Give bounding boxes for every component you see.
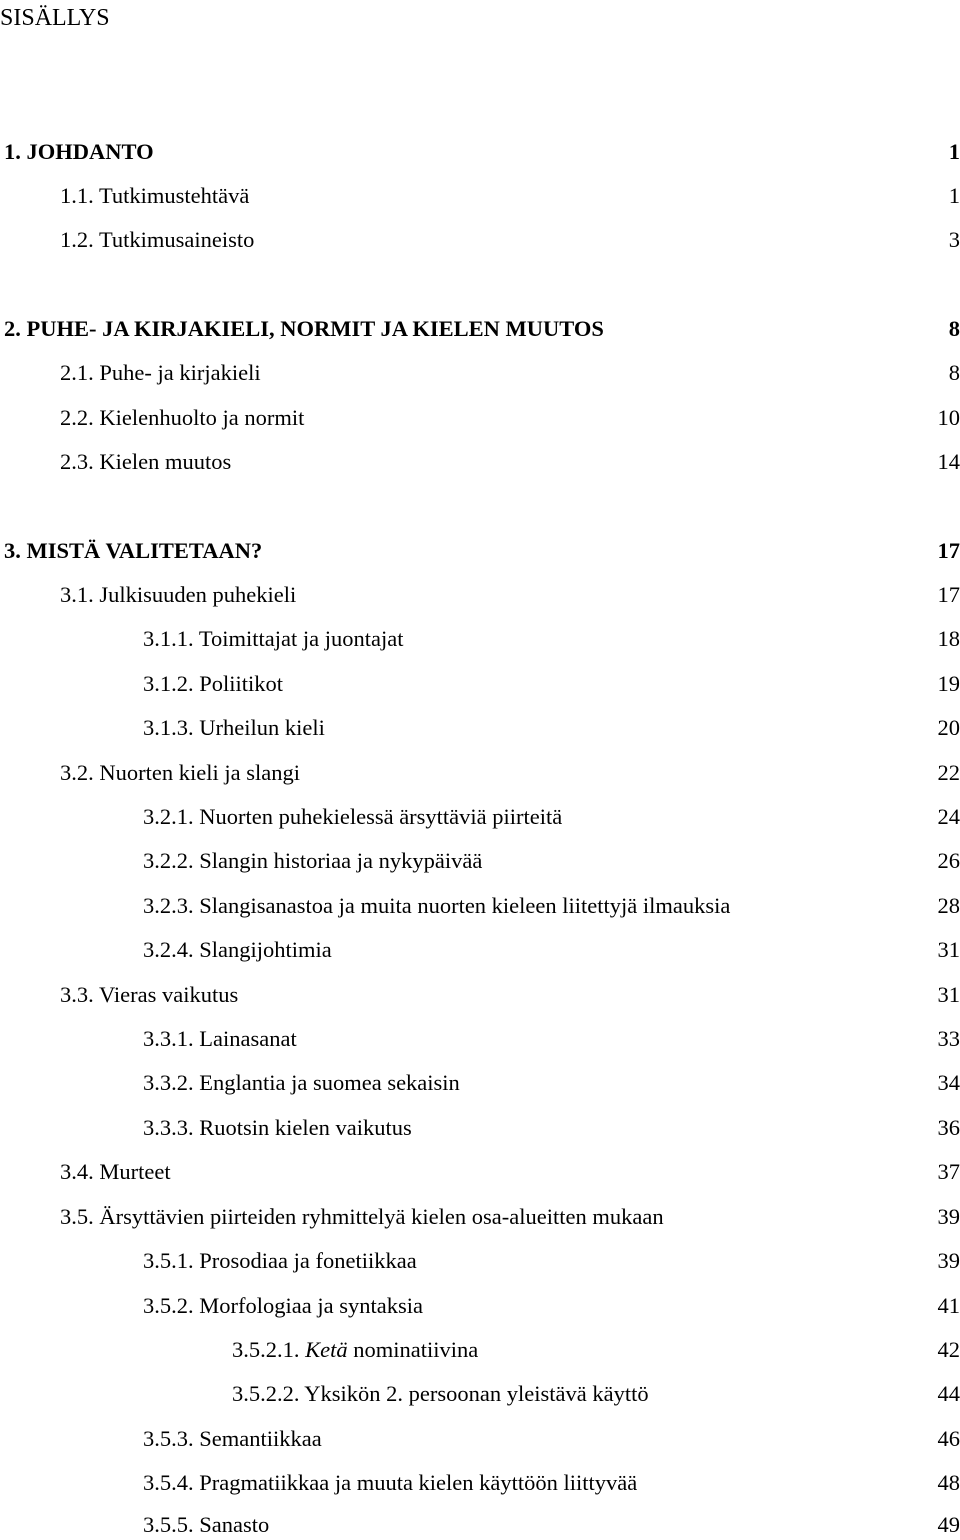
toc-entry-page: 19: [938, 669, 960, 699]
toc-entry-label: 3.2.1. Nuorten puhekielessä ärsyttäviä piirteitä: [143, 802, 562, 832]
toc-entry-page: 42: [938, 1335, 960, 1365]
toc-entry-label: 3.2.2. Slangin historiaa ja nykypäivää: [143, 846, 482, 876]
toc-entry-page: 1: [949, 137, 960, 167]
toc-entry-subsection[interactable]: [0, 713, 960, 743]
toc-entry-subsection[interactable]: [0, 1113, 960, 1143]
toc-entry-page: 33: [938, 1024, 960, 1054]
toc-entry-label: 3.3.1. Lainasanat: [143, 1024, 297, 1054]
toc-entry-label: 3.5. Ärsyttävien piirteiden ryhmittelyä kielen osa-alueitten mukaan: [60, 1202, 664, 1232]
toc-entry-label: 3.5.4. Pragmatiikkaa ja muuta kielen käyttöön liittyvää: [143, 1468, 637, 1498]
toc-entry-label: 3.5.2.2. Yksikön 2. persoonan yleistävä käyttö: [232, 1379, 649, 1409]
toc-entry-page: 31: [938, 935, 960, 965]
toc-entry-page: 1: [949, 181, 960, 211]
page-title: SISÄLLYS: [0, 4, 110, 32]
toc-entry-chapter[interactable]: [0, 137, 960, 167]
toc-entry-page: 14: [938, 447, 960, 477]
toc-entry-page: 46: [938, 1424, 960, 1454]
toc-entry-label: 1. JOHDANTO: [4, 137, 154, 167]
toc-entry-label: 3.2.4. Slangijohtimia: [143, 935, 332, 965]
toc-entry-label: 3.1.3. Urheilun kieli: [143, 713, 325, 743]
toc-entry-label-emphasis: Ketä: [305, 1337, 348, 1362]
toc-entry-section[interactable]: [0, 225, 960, 255]
toc-entry-label: 3.5.3. Semantiikkaa: [143, 1424, 322, 1454]
toc-entry-section[interactable]: [0, 1202, 960, 1232]
toc-entry-subsection[interactable]: [0, 1424, 960, 1454]
toc-entry-subsection[interactable]: [0, 802, 960, 832]
toc-entry-chapter[interactable]: [0, 314, 960, 344]
toc-entry-page: 22: [938, 758, 960, 788]
toc-entry-label: 3.2. Nuorten kieli ja slangi: [60, 758, 300, 788]
toc-entry-page: 8: [949, 358, 960, 388]
toc-entry-page: 17: [938, 536, 960, 566]
toc-entry-label: 3. MISTÄ VALITETAAN?: [4, 536, 262, 566]
toc-entry-page: 34: [938, 1068, 960, 1098]
toc-entry-section[interactable]: [0, 447, 960, 477]
toc-entry-label: 2.1. Puhe- ja kirjakieli: [60, 358, 261, 388]
toc-entry-subsection[interactable]: [0, 891, 960, 921]
toc-entry-label: 2. PUHE- JA KIRJAKIELI, NORMIT JA KIELEN MUUTOS: [4, 314, 604, 344]
toc-entry-subsection[interactable]: [0, 1024, 960, 1054]
toc-entry-subsection[interactable]: [0, 935, 960, 965]
toc-entry-page: 18: [938, 624, 960, 654]
toc-entry-section[interactable]: [0, 580, 960, 610]
toc-entry-page: 39: [938, 1246, 960, 1276]
toc-entry-page: 3: [949, 225, 960, 255]
toc-entry-page: 28: [938, 891, 960, 921]
toc-entry-page: 48: [938, 1468, 960, 1498]
toc-entry-label: 3.3.3. Ruotsin kielen vaikutus: [143, 1113, 412, 1143]
toc-entry-subsubsection[interactable]: [0, 1379, 960, 1409]
toc-entry-subsection[interactable]: [0, 1068, 960, 1098]
toc-entry-label: 1.2. Tutkimusaineisto: [60, 225, 254, 255]
toc-entry-page: 41: [938, 1291, 960, 1321]
toc-entry-page: 26: [938, 846, 960, 876]
toc-entry-label-prefix: 3.5.2.1.: [232, 1337, 305, 1362]
toc-entry-page: 36: [938, 1113, 960, 1143]
toc-entry-label: 3.1. Julkisuuden puhekieli: [60, 580, 296, 610]
toc-entry-page: 8: [949, 314, 960, 344]
toc-entry-page: 17: [938, 580, 960, 610]
toc-entry-section[interactable]: [0, 181, 960, 211]
toc-entry-subsection[interactable]: [0, 624, 960, 654]
toc-entry-chapter[interactable]: [0, 536, 960, 566]
toc-entry-label: 1.1. Tutkimustehtävä: [60, 181, 249, 211]
toc-entry-subsection[interactable]: [0, 669, 960, 699]
toc-entry-section[interactable]: [0, 980, 960, 1010]
toc-entry-subsection[interactable]: [0, 1246, 960, 1276]
toc-entry-label: 3.5.5. Sanasto: [143, 1510, 269, 1540]
toc-entry-page: 24: [938, 802, 960, 832]
toc-entry-label: 3.1.2. Poliitikot: [143, 669, 283, 699]
toc-entry-label: 3.3.2. Englantia ja suomea sekaisin: [143, 1068, 460, 1098]
toc-entry-subsection[interactable]: [0, 1510, 960, 1540]
toc-entry-subsection[interactable]: [0, 846, 960, 876]
toc-entry-page: 39: [938, 1202, 960, 1232]
toc-entry-subsection[interactable]: [0, 1468, 960, 1498]
toc-entry-subsubsection[interactable]: [0, 1335, 960, 1365]
toc-entry-label: 2.2. Kielenhuolto ja normit: [60, 403, 304, 433]
toc-entry-label: 3.2.3. Slangisanastoa ja muita nuorten kieleen liitettyjä ilmauksia: [143, 891, 730, 921]
toc-entry-label: 3.4. Murteet: [60, 1157, 171, 1187]
toc-entry-section[interactable]: [0, 1157, 960, 1187]
toc-entry-page: 20: [938, 713, 960, 743]
toc-entry-page: 44: [938, 1379, 960, 1409]
toc-entry-page: 37: [938, 1157, 960, 1187]
toc-entry-section[interactable]: [0, 403, 960, 433]
toc-entry-label: 3.3. Vieras vaikutus: [60, 980, 238, 1010]
toc-entry-page: 10: [938, 403, 960, 433]
toc-entry-label-suffix: nominatiivina: [348, 1337, 479, 1362]
toc-entry-section[interactable]: [0, 758, 960, 788]
toc-entry-label: 3.1.1. Toimittajat ja juontajat: [143, 624, 403, 654]
toc-entry-subsection[interactable]: [0, 1291, 960, 1321]
toc-entry-label: [232, 1335, 478, 1365]
toc-entry-label: 3.5.1. Prosodiaa ja fonetiikkaa: [143, 1246, 417, 1276]
toc-entry-section[interactable]: [0, 358, 960, 388]
toc-entry-page: 49: [938, 1510, 960, 1540]
toc-entry-label: 3.5.2. Morfologiaa ja syntaksia: [143, 1291, 423, 1321]
toc-entry-page: 31: [938, 980, 960, 1010]
toc-entry-label: 2.3. Kielen muutos: [60, 447, 231, 477]
